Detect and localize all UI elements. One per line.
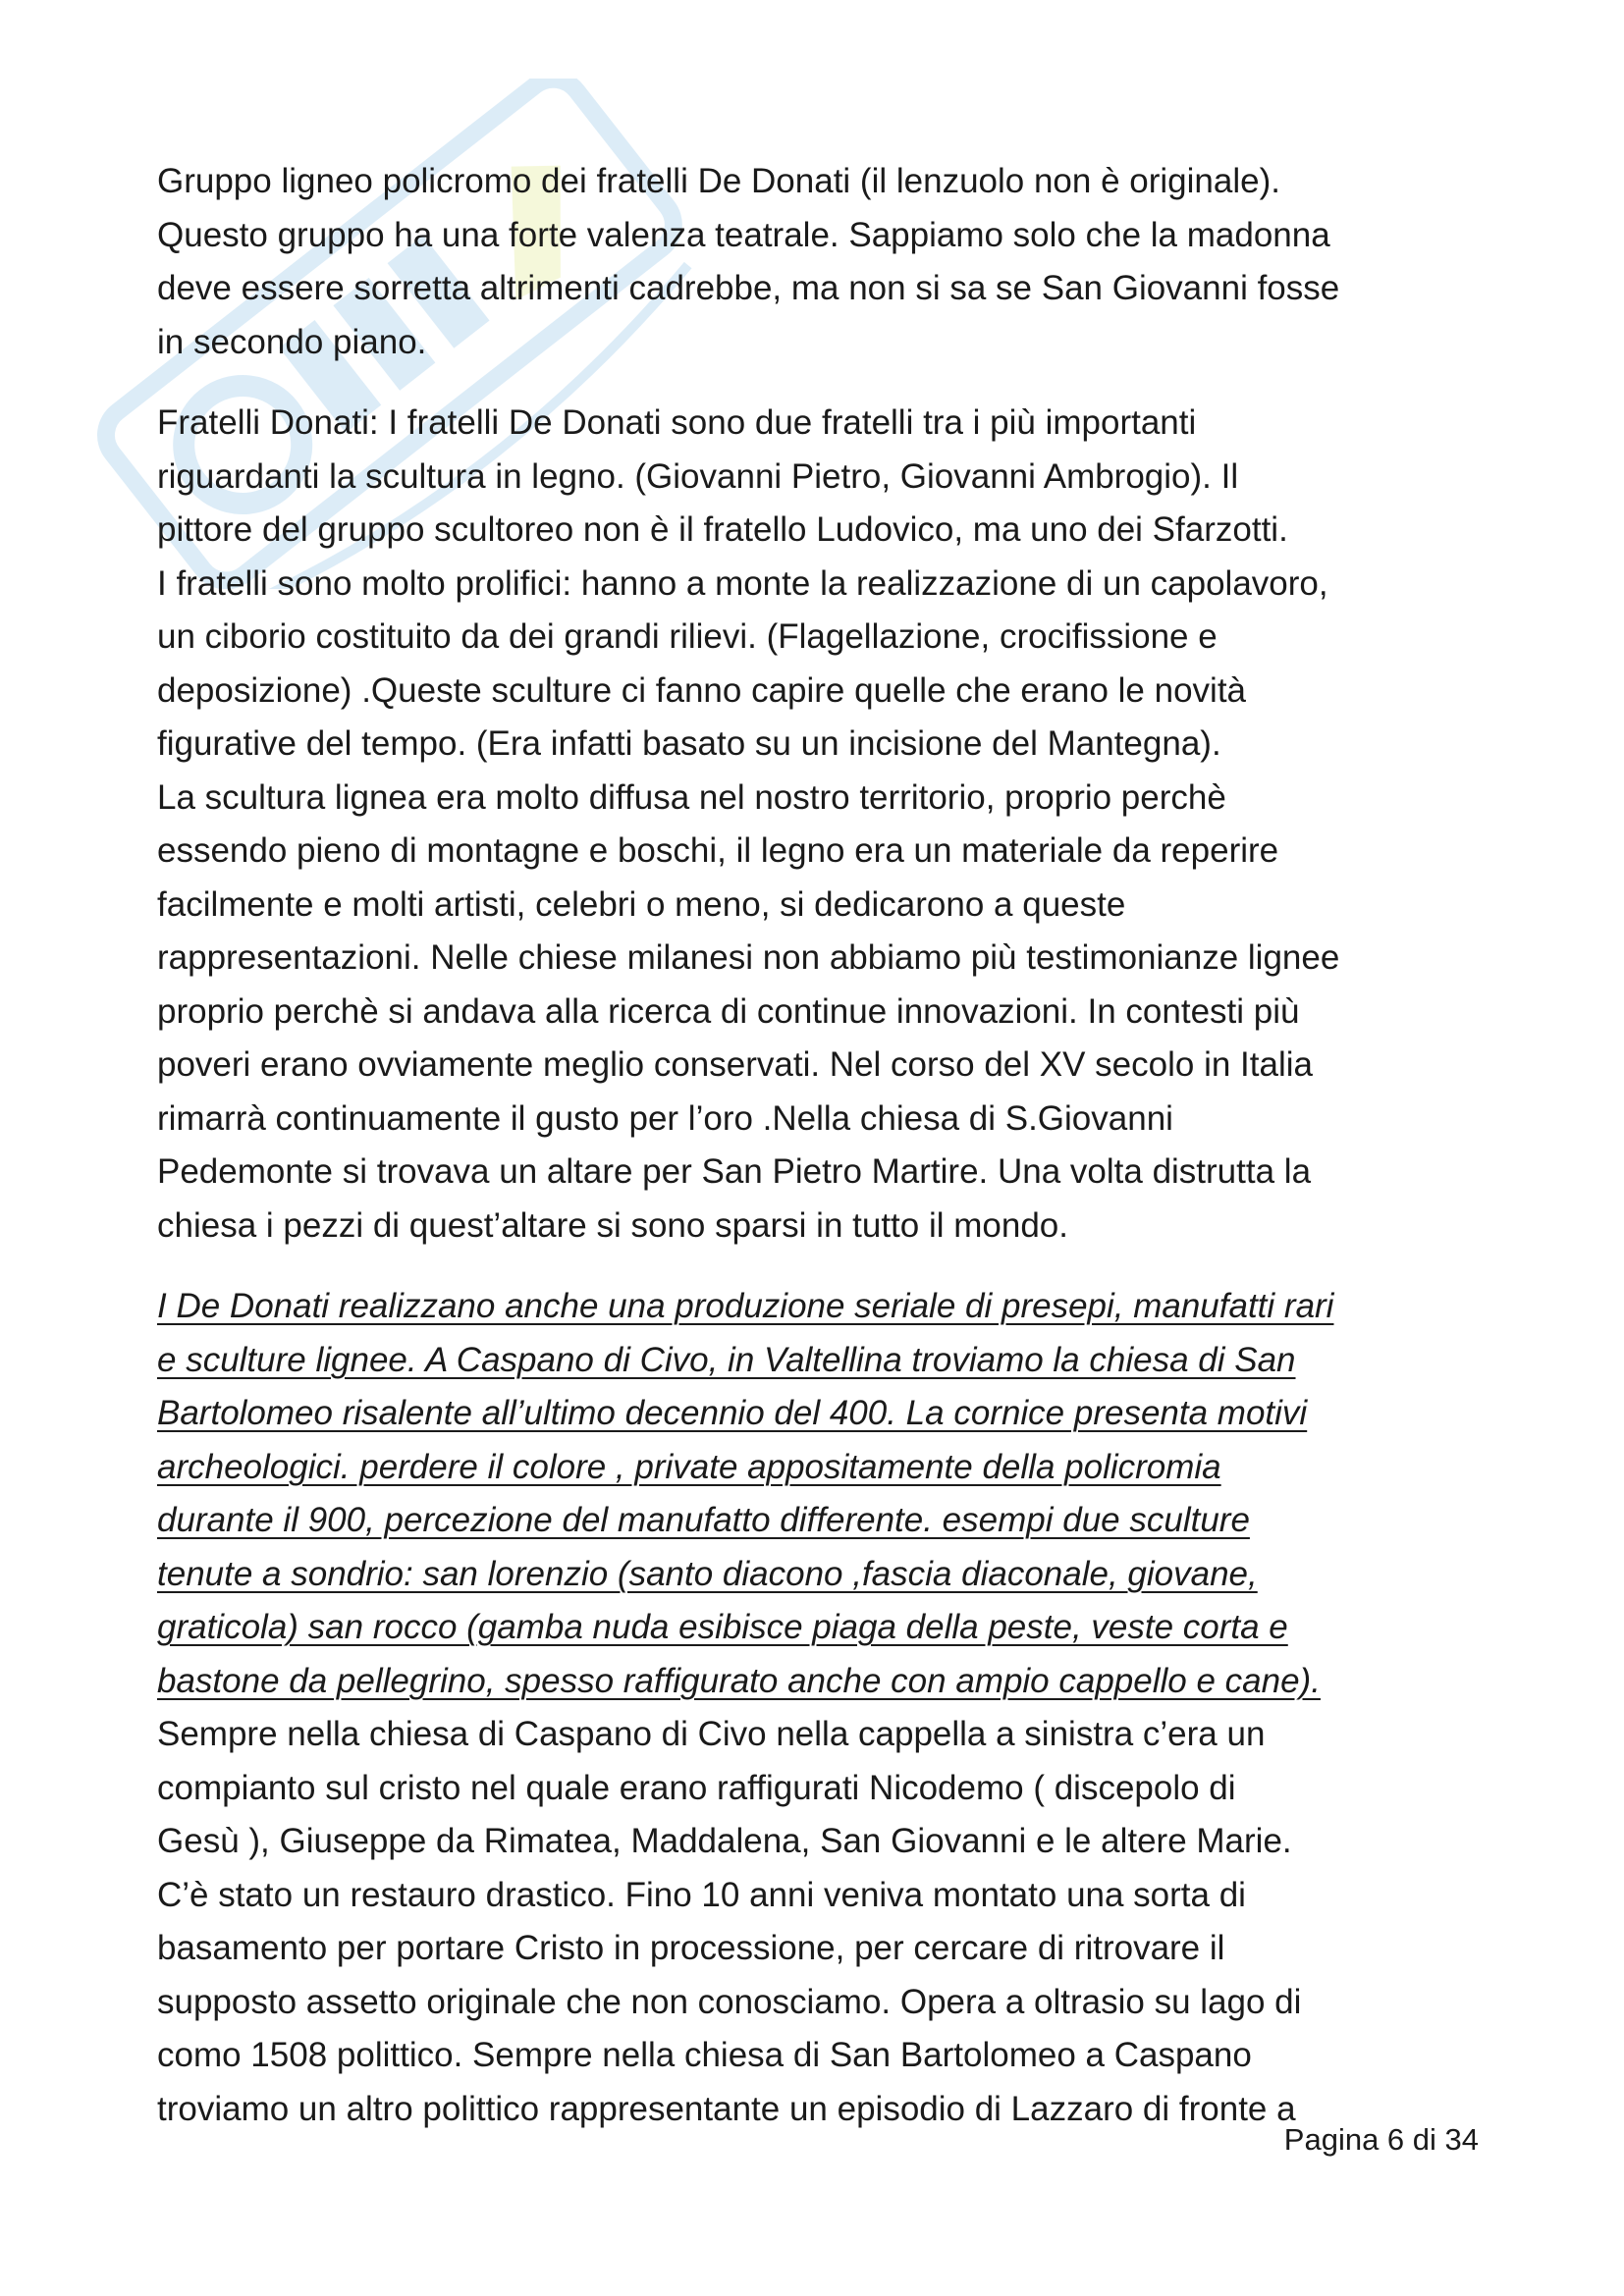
text-line: compianto sul cristo nel quale erano raffigurati Nicodemo ( discepolo di	[157, 1768, 1236, 1807]
text-line: Fratelli Donati: I fratelli De Donati sono due fratelli tra i più importanti	[157, 403, 1197, 442]
text-line: essendo pieno di montagne e boschi, il legno era un materiale da reperire	[157, 831, 1279, 870]
text-line-emphasized: Bartolomeo risalente all’ultimo decennio del 400. La cornice presenta motivi	[157, 1394, 1308, 1432]
text-line: deve essere sorretta altrimenti cadrebbe, ma non si sa se San Giovanni fosse	[157, 269, 1340, 307]
text-line: supposto assetto originale che non conosciamo. Opera a oltrasio su lago di	[157, 1982, 1302, 2021]
text-line: poveri erano ovviamente meglio conservati. Nel corso del XV secolo in Italia	[157, 1045, 1313, 1084]
text-line: C’è stato un restauro drastico. Fino 10 anni veniva montato una sorta di	[157, 1875, 1246, 1914]
text-line: Gesù ), Giuseppe da Rimatea, Maddalena, San Giovanni e le altere Marie.	[157, 1822, 1292, 1860]
text-line: Pedemonte si trovava un altare per San Pietro Martire. Una volta distrutta la	[157, 1152, 1312, 1191]
text-line-emphasized: durante il 900, percezione del manufatto differente. esempi due sculture	[157, 1501, 1250, 1539]
text-line: troviamo un altro polittico rappresentante un episodio di Lazzaro di fronte a	[157, 2089, 1296, 2128]
text-line-emphasized: bastone da pellegrino, spesso raffigurato anche con ampio cappello e cane).	[157, 1661, 1321, 1700]
text-line: Gruppo ligneo policromo dei fratelli De Donati (il lenzuolo non è originale).	[157, 162, 1280, 200]
text-line-emphasized: graticola) san rocco (gamba nuda esibisce piaga della peste, veste corta e	[157, 1608, 1288, 1646]
text-line: rappresentazioni. Nelle chiese milanesi non abbiamo più testimonianze lignee	[157, 938, 1340, 977]
text-line: un ciborio costituito da dei grandi rilievi. (Flagellazione, crocifissione e	[157, 617, 1218, 656]
text-line-emphasized: I De Donati realizzano anche una produzione seriale di presepi, manufatti rari	[157, 1287, 1334, 1325]
text-line-emphasized: e sculture lignee. A Caspano di Civo, in Valtellina troviamo la chiesa di San	[157, 1340, 1296, 1379]
text-line: rimarrà continuamente il gusto per l’oro .Nella chiesa di S.Giovanni	[157, 1098, 1173, 1138]
document-body	[157, 155, 1492, 2136]
text-line: figurative del tempo. (Era infatti basato su un incisione del Mantegna).	[157, 724, 1221, 763]
text-line: como 1508 polittico. Sempre nella chiesa di San Bartolomeo a Caspano	[157, 2036, 1252, 2074]
page-number: Pagina 6 di 34	[1283, 2122, 1479, 2157]
paragraph-de-donati-presepi	[157, 1280, 1492, 2136]
text-line: riguardanti la scultura in legno. (Giovanni Pietro, Giovanni Ambrogio). Il	[157, 456, 1239, 496]
text-line: facilmente e molti artisti, celebri o meno, si dedicarono a queste	[157, 884, 1126, 924]
text-line: Sempre nella chiesa di Caspano di Civo nella cappella a sinistra c’era un	[157, 1715, 1266, 1753]
text-line-emphasized: tenute a sondrio: san lorenzio (santo diacono ,fascia diaconale, giovane,	[157, 1554, 1258, 1593]
paragraph-gruppo-ligneo	[157, 155, 1492, 369]
text-line: basamento per portare Cristo in processione, per cercare di ritrovare il	[157, 1929, 1225, 1967]
text-line: La scultura lignea era molto diffusa nel nostro territorio, proprio perchè	[157, 777, 1226, 817]
text-line: deposizione) .Queste sculture ci fanno capire quelle che erano le novità	[157, 670, 1247, 710]
text-line: chiesa i pezzi di quest’altare si sono sparsi in tutto il mondo.	[157, 1205, 1068, 1245]
text-line: I fratelli sono molto prolifici: hanno a monte la realizzazione di un capolavoro,	[157, 563, 1328, 603]
paragraph-fratelli-donati	[157, 397, 1492, 1253]
text-line: in secondo piano.	[157, 322, 427, 361]
text-line-emphasized: archeologici. perdere il colore , private appositamente della policromia	[157, 1447, 1221, 1486]
text-line: proprio perchè si andava alla ricerca di continue innovazioni. In contesti più	[157, 991, 1300, 1031]
emphasized-notes	[157, 1280, 1492, 1708]
text-line: Questo gruppo ha una forte valenza teatrale. Sappiamo solo che la madonna	[157, 215, 1330, 254]
text-line: pittore del gruppo scultoreo non è il fratello Ludovico, ma uno dei Sfarzotti.	[157, 510, 1288, 549]
